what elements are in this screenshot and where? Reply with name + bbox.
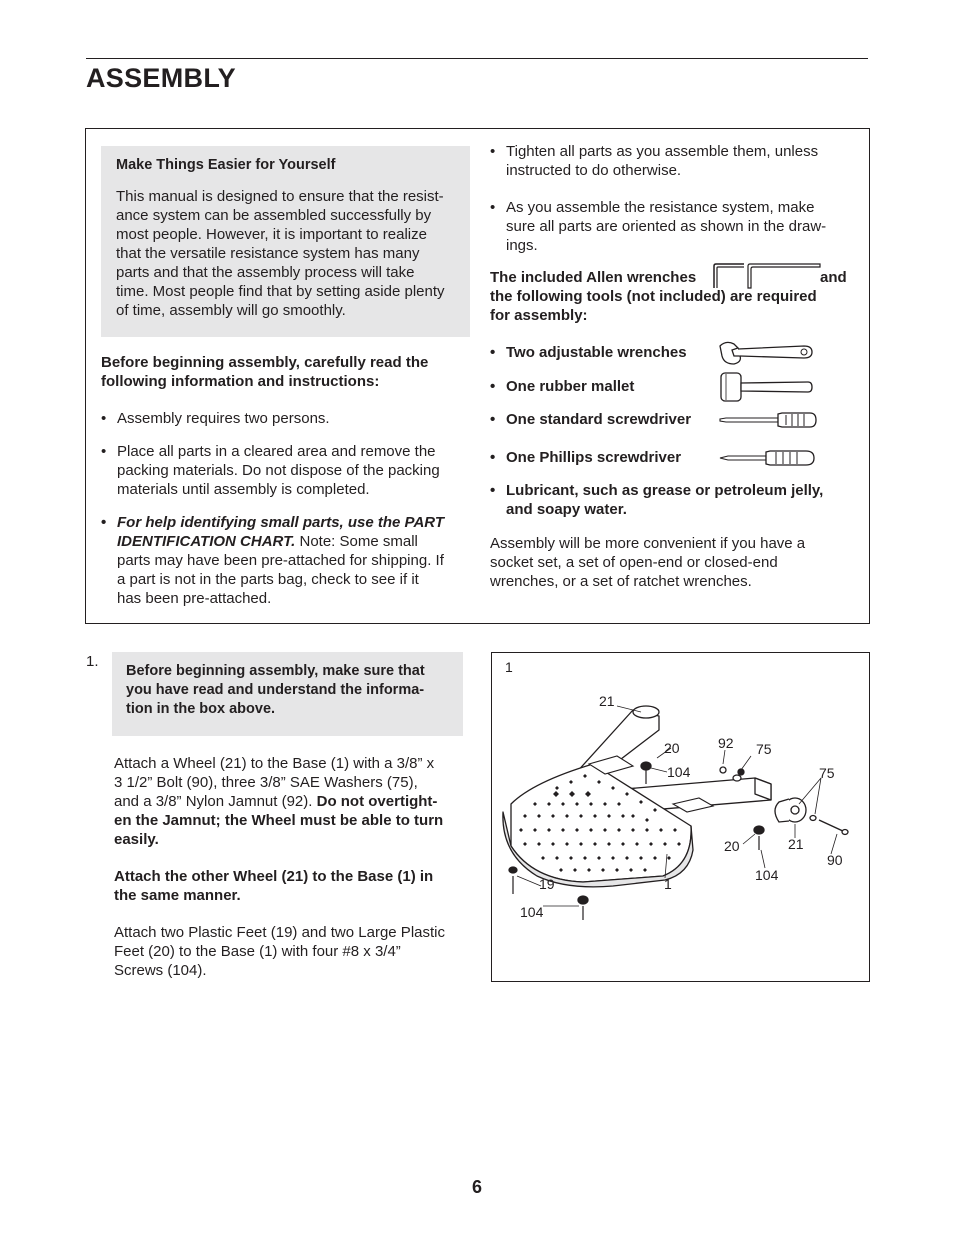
figure-step-label: 1 [505, 659, 513, 675]
header-rule [86, 58, 868, 59]
phillips-screwdriver-icon [718, 448, 818, 468]
callout-92: 92 [718, 735, 734, 751]
callout-104-top: 104 [667, 764, 691, 780]
tools-heading-line1b: and [820, 269, 847, 286]
tools-heading-line1a: The included Allen wrenches [490, 269, 697, 286]
rubber-mallet-icon [718, 370, 814, 404]
callout-75-b: 75 [819, 765, 835, 781]
easier-heading: Make Things Easier for Yourself [116, 157, 336, 173]
callout-20-top: 20 [664, 740, 680, 756]
step-number: 1. [86, 653, 99, 670]
step-para-2: Attach the other Wheel (21) to the Base (1) in the same manner. [114, 868, 434, 904]
adjustable-wrench-icon [718, 340, 814, 366]
allen-wrench-icon [710, 262, 822, 290]
callout-75-a: 75 [756, 741, 772, 757]
base-assembly-diagram [493, 654, 869, 980]
callout-21-top: 21 [599, 693, 615, 709]
easier-text: This manual is designed to ensure that the resist- ance system can be assembled successfully by most people. However, it is important to realize that the versatile resistance system has many parts and that the assembly process will take time. Most people find that by setting aside plenty of time, assembly will go smoothly. [116, 188, 445, 319]
step-para-1: Attach a Wheel (21) to the Base (1) with a 3/8” x 3 1/2” Bolt (90), three 3/8” SAE Washers (75), and a 3/8” Nylon Jamnut (92). Do not overtight- en the Jamnut; the Wheel must be able to turn easily. [114, 755, 444, 848]
callout-104-right: 104 [755, 867, 779, 883]
callout-19: 19 [539, 876, 555, 892]
page-number: 6 [471, 1177, 482, 1197]
page-title: ASSEMBLY [86, 63, 236, 93]
callout-90: 90 [827, 852, 843, 868]
callout-104-left: 104 [520, 904, 544, 920]
callout-21-bottom: 21 [788, 836, 804, 852]
tools-heading-rest: the following tools (not included) are required for assembly: [490, 288, 817, 324]
convenient-text: Assembly will be more convenient if you have a socket set, a set of open-end or closed-end wrenches, or a set of ratchet wrenches. [490, 535, 806, 590]
standard-screwdriver-icon [718, 410, 818, 430]
callout-20-bottom: 20 [724, 838, 740, 854]
before-heading: Before beginning assembly, carefully read the following information and instructions: [101, 354, 429, 390]
step-para-3: Attach two Plastic Feet (19) and two Large Plastic Feet (20) to the Base (1) with four #8 x 3/4” Screws (104). [114, 924, 445, 979]
step-note-text: Before beginning assembly, make sure that you have read and understand the informa- tion in the box above. [126, 663, 425, 717]
callout-1: 1 [664, 876, 672, 892]
